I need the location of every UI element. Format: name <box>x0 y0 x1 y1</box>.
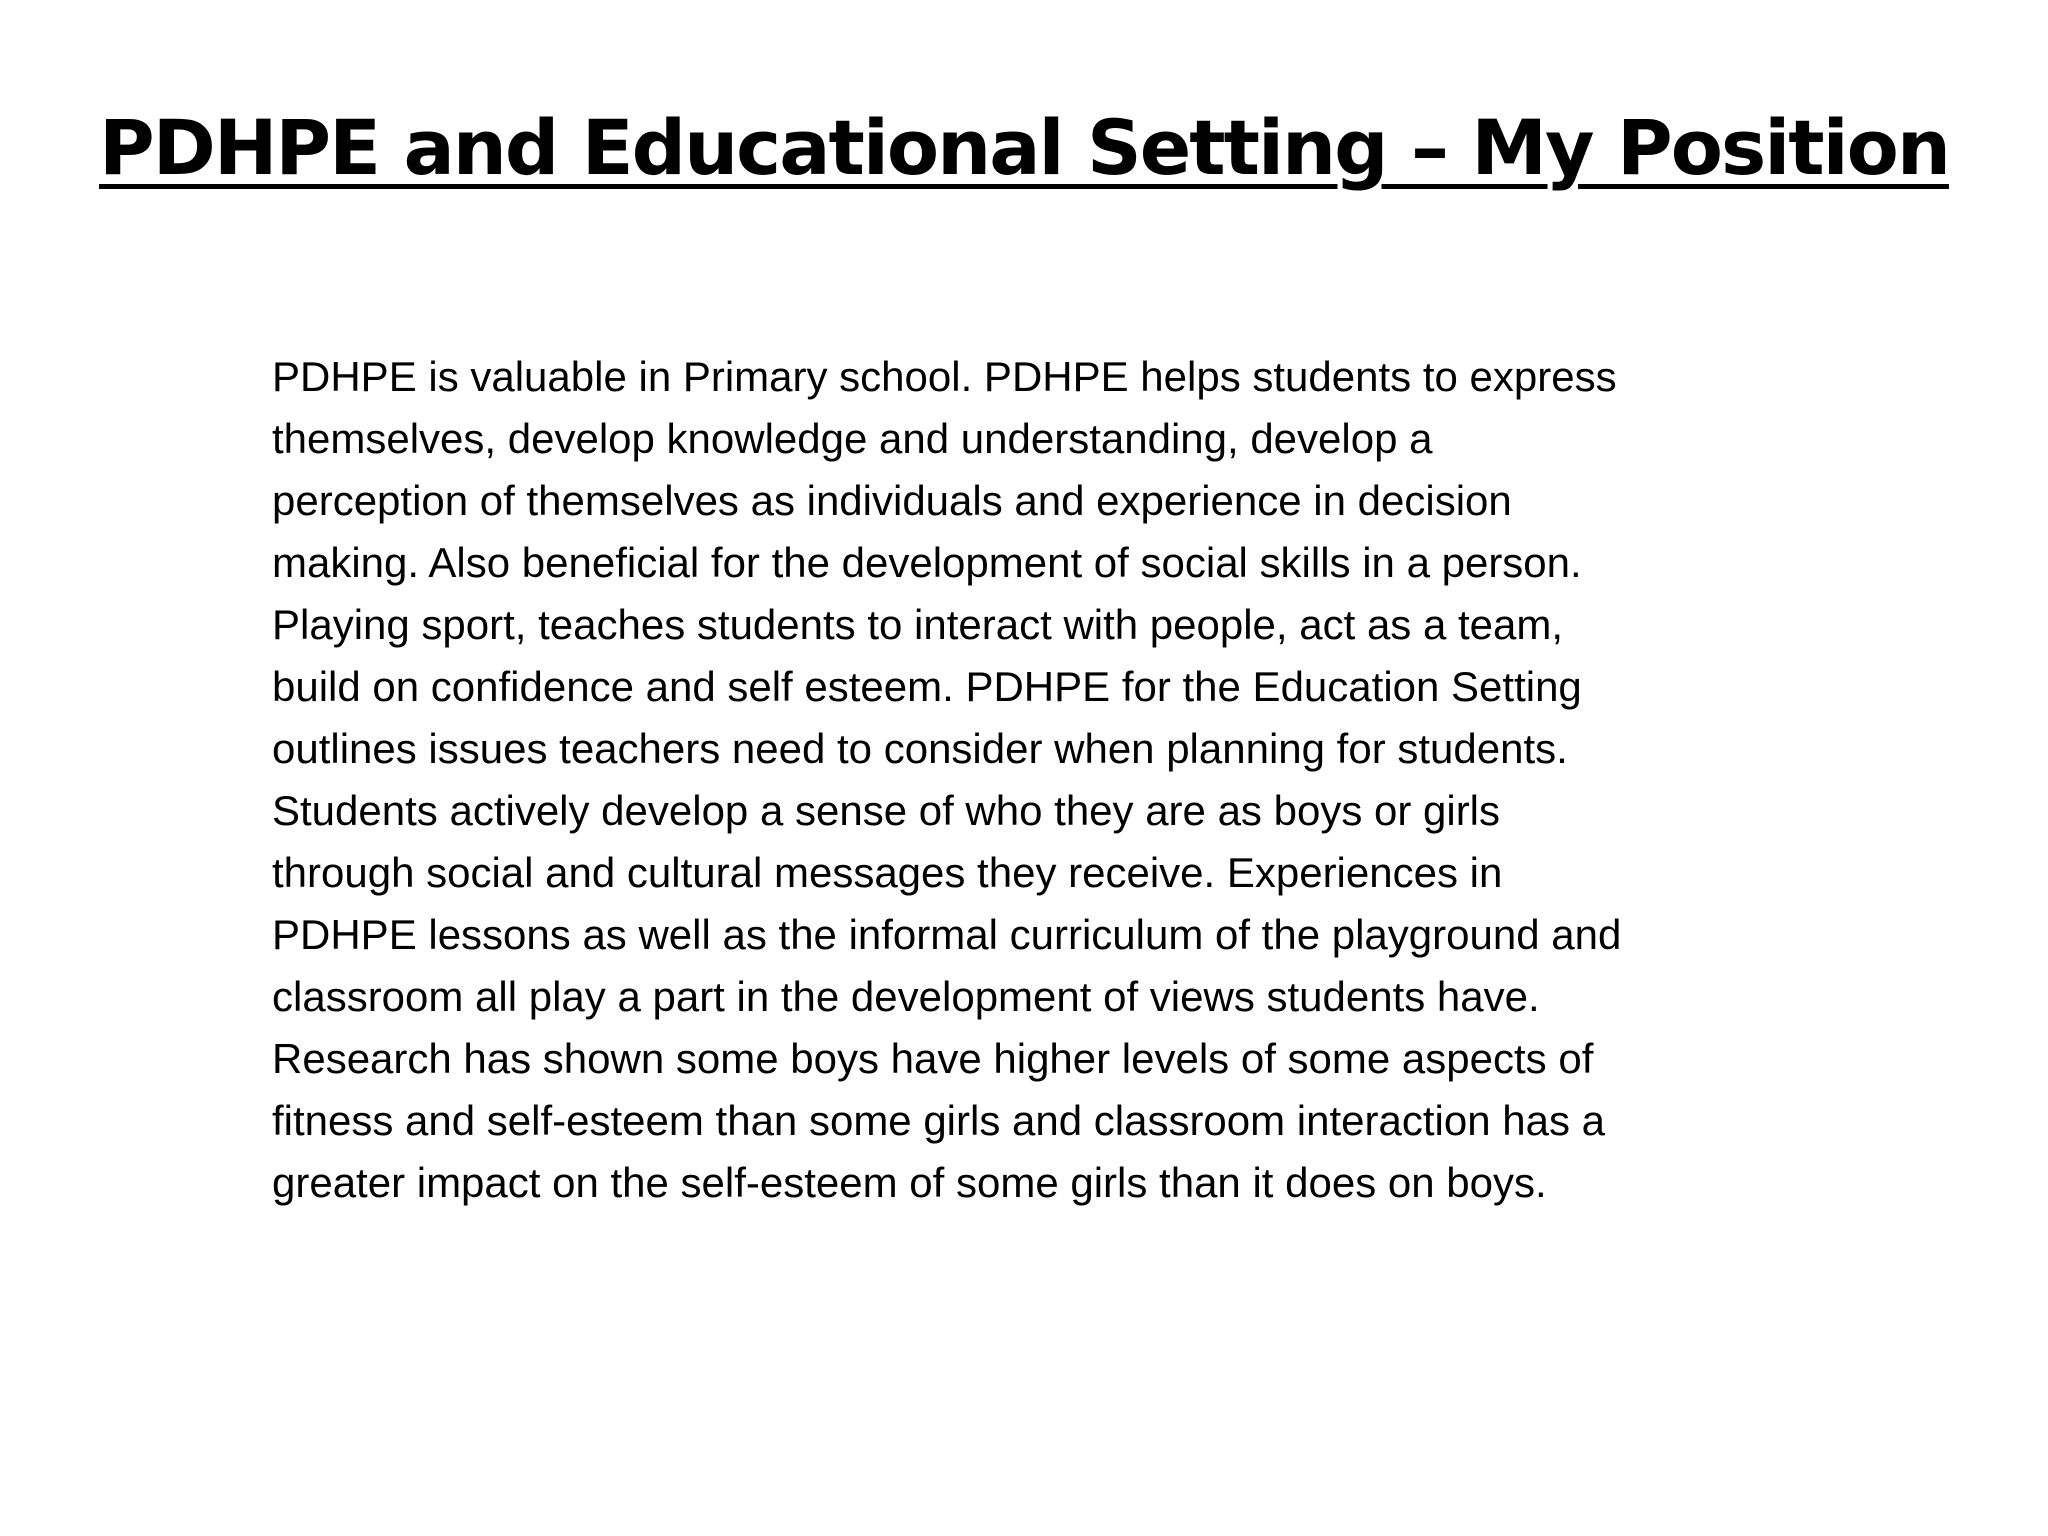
body-line: build on confidence and self esteem. PDHPE for the Education Setting <box>272 663 1582 710</box>
slide-title-text: PDHPE and Educational Setting – My Position <box>99 103 1949 192</box>
body-line: classroom all play a part in the development of views students have. <box>272 973 1540 1020</box>
body-line: themselves, develop knowledge and understanding, develop a <box>272 415 1433 462</box>
body-line: PDHPE lessons as well as the informal curriculum of the playground and <box>272 911 1622 958</box>
body-line: making. Also beneficial for the development of social skills in a person. <box>272 539 1582 586</box>
body-line: Research has shown some boys have higher levels of some aspects of <box>272 1035 1594 1082</box>
slide-title <box>0 98 2048 198</box>
body-line: PDHPE is valuable in Primary school. PDHPE helps students to express <box>272 353 1617 400</box>
slide-body <box>272 346 1621 1214</box>
body-line: fitness and self-esteem than some girls and classroom interaction has a <box>272 1097 1605 1144</box>
body-line: Playing sport, teaches students to interact with people, act as a team, <box>272 601 1564 648</box>
body-line: greater impact on the self-esteem of some girls than it does on boys. <box>272 1159 1547 1206</box>
body-line: perception of themselves as individuals and experience in decision <box>272 477 1512 524</box>
body-line: Students actively develop a sense of who they are as boys or girls <box>272 787 1501 834</box>
body-line: outlines issues teachers need to consider when planning for students. <box>272 725 1568 772</box>
body-line: through social and cultural messages they receive. Experiences in <box>272 849 1503 896</box>
